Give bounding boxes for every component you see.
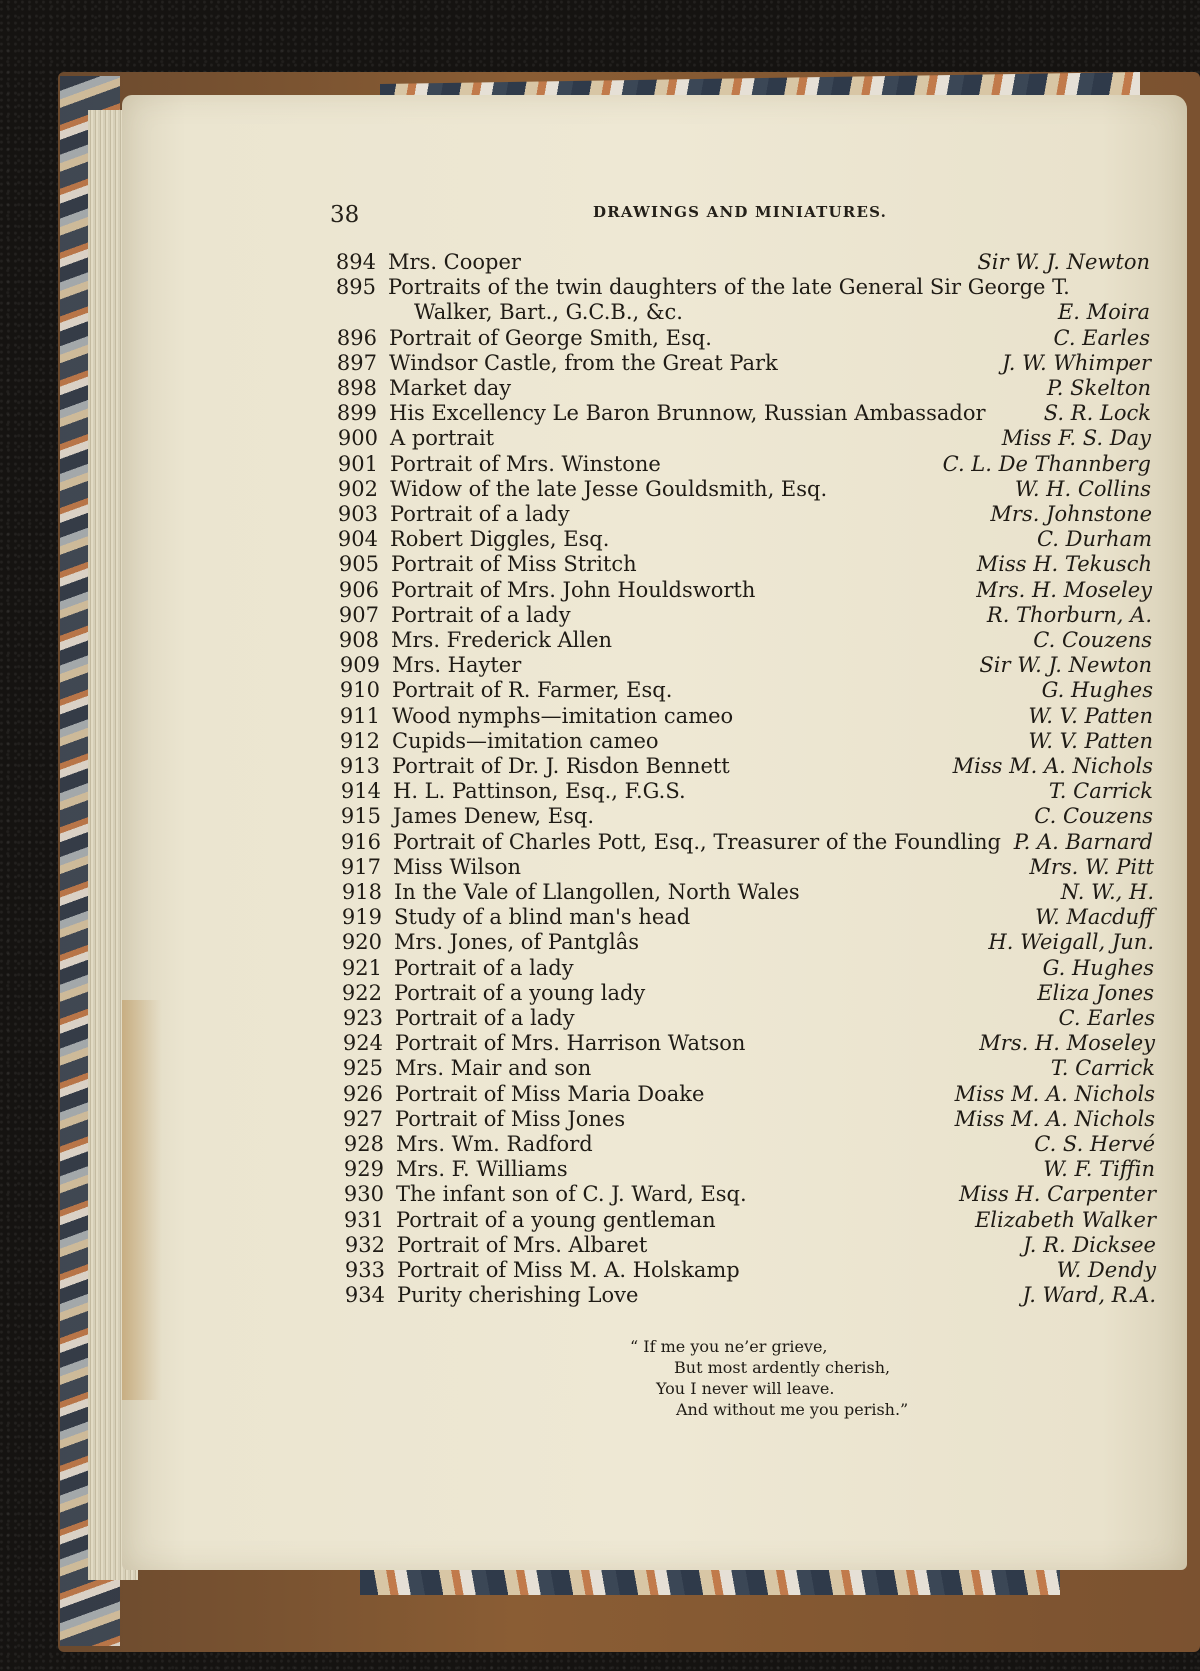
entry-number: 914	[340, 779, 381, 804]
catalogue-entry	[0, 1031, 1200, 1056]
catalogue-entry	[0, 477, 1200, 502]
entry-number: 897	[336, 350, 377, 375]
entry-artist: Miss H. Tekusch	[976, 552, 1152, 577]
entry-artist: Miss M. A. Nichols	[954, 1106, 1155, 1131]
entry-artist: W. V. Patten	[1028, 703, 1153, 728]
entry-title: Portrait of a lady	[395, 1006, 575, 1030]
entry-number: 927	[342, 1106, 383, 1131]
catalogue-entry	[0, 754, 1200, 779]
catalogue-entry	[0, 426, 1200, 451]
catalogue-entry	[0, 729, 1200, 754]
page-title: DRAWINGS AND MINIATURES.	[593, 203, 888, 221]
entry-artist: J. R. Dicksee	[1023, 1232, 1156, 1257]
entry-number: 916	[340, 829, 381, 854]
entry-number: 911	[339, 703, 380, 728]
entry-title: Mrs. F. Williams	[396, 1157, 568, 1182]
catalogue-entry	[0, 981, 1200, 1006]
entry-artist: C. Couzens	[1033, 628, 1152, 652]
catalogue-entry	[0, 1056, 1200, 1081]
entry-number: 910	[339, 678, 380, 703]
entry-artist: T. Carrick	[1048, 779, 1153, 804]
catalogue-entry	[0, 1006, 1200, 1031]
entry-title: Mrs. Mair and son	[395, 1056, 592, 1081]
entry-artist: C. Durham	[1036, 527, 1152, 552]
entry-number: 901	[337, 451, 378, 476]
catalogue-entry	[0, 1258, 1200, 1283]
entry-number: 909	[339, 653, 380, 678]
entry-artist: C. Earles	[1058, 1006, 1155, 1030]
entry-title: Portrait of Mrs. Winstone	[390, 451, 661, 476]
entry-number: 929	[343, 1157, 384, 1182]
entry-title: Portrait of Mrs. Harrison Watson	[395, 1031, 746, 1056]
entry-number: 932	[344, 1232, 385, 1257]
catalogue-entry	[0, 1132, 1200, 1157]
entry-artist: W. F. Tiffin	[1043, 1157, 1155, 1182]
entry-title: Cupids—imitation cameo	[392, 728, 659, 753]
entry-artist: Eliza Jones	[1037, 980, 1154, 1005]
entry-title: Wood nymphs—imitation cameo	[392, 703, 734, 728]
catalogue-entry	[0, 1182, 1200, 1207]
catalogue-entry	[0, 1157, 1200, 1182]
entry-number: 896	[336, 325, 377, 350]
entry-artist: Mrs. H. Moseley	[979, 1031, 1155, 1056]
entry-title: Portrait of Mrs. John Houldsworth	[391, 577, 756, 602]
entry-title: Mrs. Hayter	[392, 653, 522, 678]
entry-artist: C. L. De Thannberg	[942, 451, 1151, 476]
entry-number: 902	[337, 476, 378, 501]
catalogue-entry	[0, 930, 1200, 955]
entry-number: 924	[342, 1031, 383, 1056]
entry-number: 898	[336, 376, 377, 400]
entry-number: 925	[342, 1056, 383, 1081]
entry-artist: C. Couzens	[1034, 804, 1153, 829]
entry-artist: W. H. Collins	[1014, 476, 1151, 501]
entry-number: 934	[344, 1283, 385, 1308]
quote-line: You I never will leave.	[656, 1379, 835, 1398]
entry-title: Widow of the late Jesse Gouldsmith, Esq.	[390, 476, 828, 501]
entry-artist: N. W., H.	[1060, 880, 1154, 904]
catalogue-entry	[0, 452, 1200, 477]
entry-number: 899	[336, 401, 377, 426]
catalogue-entry	[0, 250, 1200, 275]
catalogue-entry	[0, 830, 1200, 855]
catalogue-entry	[0, 1283, 1200, 1308]
entry-artist: Mrs. W. Pitt	[1029, 854, 1154, 879]
catalogue-entry	[0, 628, 1200, 653]
entry-title: Portrait of a lady	[390, 502, 570, 526]
entry-artist: Miss F. S. Day	[1001, 426, 1151, 451]
entry-title: Purity cherishing Love	[397, 1283, 639, 1308]
entry-title: James Denew, Esq.	[393, 804, 595, 829]
entry-artist: Miss H. Carpenter	[958, 1182, 1156, 1207]
entry-artist: Miss M. A. Nichols	[954, 1081, 1155, 1106]
entry-title: Portrait of a lady	[391, 602, 571, 627]
entry-title: Portrait of a young gentleman	[396, 1207, 716, 1232]
entry-title: Study of a blind man's head	[394, 905, 691, 930]
entry-number: 895	[335, 275, 376, 300]
entry-artist: Elizabeth Walker	[974, 1207, 1156, 1232]
entry-number: 915	[340, 804, 381, 829]
entry-artist: P. A. Barnard	[1013, 829, 1153, 854]
entry-title: In the Vale of Llangollen, North Wales	[394, 880, 800, 904]
entry-title: Portrait of a young lady	[394, 980, 646, 1005]
entry-number: 933	[344, 1258, 385, 1282]
catalogue-entry	[0, 1107, 1200, 1132]
catalogue-entry	[0, 855, 1200, 880]
entry-title: Portrait of Miss Jones	[395, 1106, 626, 1131]
catalogue-entry	[0, 1208, 1200, 1233]
entry-artist: R. Thorburn, A.	[986, 602, 1152, 627]
entry-title: Portrait of Mrs. Albaret	[397, 1232, 648, 1257]
closing-quote	[630, 1336, 908, 1420]
entry-number: 923	[342, 1006, 383, 1030]
entry-title: Portrait of Charles Pott, Esq., Treasurer of the Foundling	[393, 829, 1001, 854]
catalogue-entry	[0, 653, 1200, 678]
entry-title: Walker, Bart., G.C.B., &c.	[414, 300, 683, 325]
entry-number: 930	[343, 1182, 384, 1207]
entry-title: Market day	[389, 376, 512, 400]
catalogue-entry	[0, 1233, 1200, 1258]
entry-number: 908	[338, 628, 379, 652]
quote-line: “ If me you ne’er grieve,	[630, 1337, 828, 1356]
entry-artist: Sir W. J. Newton	[979, 653, 1152, 678]
catalogue-entry	[0, 275, 1200, 300]
catalogue-entry	[0, 527, 1200, 552]
entry-artist: W. V. Patten	[1028, 728, 1153, 753]
catalogue-entry	[0, 603, 1200, 628]
entry-artist: Miss M. A. Nichols	[952, 754, 1153, 778]
entry-title: Portrait of Dr. J. Risdon Bennett	[392, 754, 730, 778]
catalogue-entry	[0, 502, 1200, 527]
entry-artist: E. Moira	[1057, 300, 1150, 325]
entry-title: Mrs. Cooper	[388, 250, 521, 274]
catalogue-entry	[0, 704, 1200, 729]
entry-title: Portraits of the twin daughters of the late General Sir George T.	[388, 275, 1070, 300]
entry-artist: J. W. Whimper	[1001, 350, 1151, 375]
quote-line: But most ardently cherish,	[674, 1358, 891, 1377]
entry-artist: J. Ward, R.A.	[1022, 1283, 1156, 1308]
entry-title: Robert Diggles, Esq.	[390, 527, 610, 552]
entry-number: 928	[343, 1132, 384, 1156]
entry-number: 920	[341, 930, 382, 955]
entry-artist: Sir W. J. Newton	[977, 250, 1150, 274]
entry-number: 931	[343, 1207, 384, 1232]
entry-title: Portrait of Miss M. A. Holskamp	[397, 1258, 740, 1282]
entry-title: His Excellency Le Baron Brunnow, Russian Ambassador	[389, 401, 986, 426]
entry-artist: H. Weigall, Jun.	[988, 930, 1154, 955]
catalogue-entry	[0, 804, 1200, 829]
entry-artist: S. R. Lock	[1043, 401, 1151, 426]
entry-artist: P. Skelton	[1046, 376, 1151, 400]
entry-artist: T. Carrick	[1050, 1056, 1155, 1081]
entry-number: 903	[337, 502, 378, 526]
entry-artist: Mrs. Johnstone	[990, 502, 1152, 526]
catalogue-entry	[0, 880, 1200, 905]
entry-number: 905	[338, 552, 379, 577]
entry-artist: Mrs. H. Moseley	[976, 577, 1152, 602]
catalogue-entry	[0, 578, 1200, 603]
entry-artist: G. Hughes	[1042, 955, 1154, 980]
entry-title: Mrs. Wm. Radford	[396, 1132, 593, 1156]
catalogue-entry	[0, 678, 1200, 703]
entry-title: A portrait	[390, 426, 495, 451]
entry-artist: W. Dendy	[1056, 1258, 1156, 1282]
entry-title: The infant son of C. J. Ward, Esq.	[396, 1182, 747, 1207]
page-number: 38	[330, 202, 360, 228]
catalogue-entry	[0, 326, 1200, 351]
entry-artist: W. Macduff	[1035, 905, 1154, 930]
catalogue-entry	[0, 401, 1200, 426]
entry-title: Miss Wilson	[393, 854, 522, 879]
entry-title: Mrs. Frederick Allen	[391, 628, 613, 652]
entry-number: 906	[338, 577, 379, 602]
entry-number: 900	[337, 426, 378, 451]
entry-artist: C. S. Hervé	[1034, 1132, 1155, 1156]
entry-number: 921	[341, 955, 382, 980]
catalogue-entry	[0, 376, 1200, 401]
entry-title: Portrait of Miss Stritch	[391, 552, 637, 577]
entry-number: 918	[341, 880, 382, 904]
catalogue-entry	[0, 956, 1200, 981]
entry-number: 894	[335, 250, 376, 274]
catalogue-entry	[0, 300, 1200, 325]
catalogue-entry	[0, 552, 1200, 577]
catalogue-entry	[0, 905, 1200, 930]
catalogue-entry	[0, 351, 1200, 376]
entry-title: Mrs. Jones, of Pantglâs	[394, 930, 640, 955]
entry-number: 917	[340, 854, 381, 879]
catalogue-entry	[0, 1082, 1200, 1107]
entry-artist: G. Hughes	[1041, 678, 1153, 703]
entry-title: Portrait of Miss Maria Doake	[395, 1081, 705, 1106]
entry-title: Portrait of George Smith, Esq.	[389, 325, 712, 350]
entry-number: 912	[339, 728, 380, 753]
quote-line: And without me you perish.”	[676, 1400, 909, 1419]
entry-number: 904	[337, 527, 378, 552]
catalogue-entry	[0, 779, 1200, 804]
entry-number: 919	[341, 905, 382, 930]
entry-title: Portrait of R. Farmer, Esq.	[392, 678, 673, 703]
entry-number: 926	[342, 1081, 383, 1106]
entry-number: 922	[341, 980, 382, 1005]
entry-title: Portrait of a lady	[394, 955, 574, 980]
entry-number: 907	[338, 602, 379, 627]
entry-artist: C. Earles	[1053, 325, 1150, 350]
entry-title: H. L. Pattinson, Esq., F.G.S.	[393, 779, 686, 804]
entry-title: Windsor Castle, from the Great Park	[389, 350, 778, 375]
entry-number: 913	[339, 754, 380, 778]
